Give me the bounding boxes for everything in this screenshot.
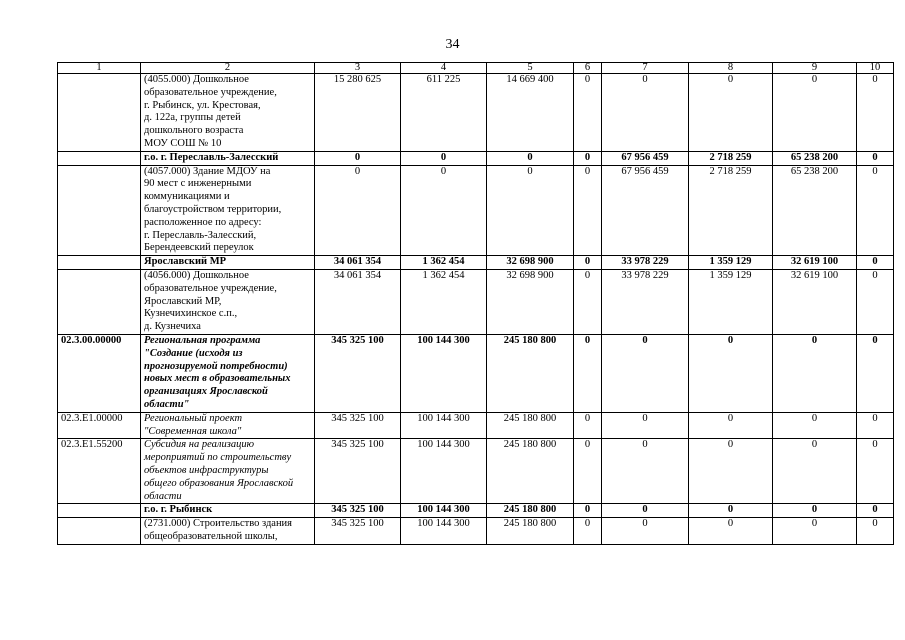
column-number: 4 bbox=[401, 63, 487, 74]
amount-col9: 0 bbox=[773, 412, 857, 439]
amount-col7: 0 bbox=[602, 74, 689, 152]
amount-col4: 0 bbox=[401, 151, 487, 165]
amount-col5: 245 180 800 bbox=[487, 439, 574, 504]
column-number: 7 bbox=[602, 63, 689, 74]
amount-col10: 0 bbox=[857, 269, 894, 334]
row-name: Региональный проект "Современная школа" bbox=[141, 412, 315, 439]
amount-col7: 33 978 229 bbox=[602, 269, 689, 334]
amount-col9: 32 619 100 bbox=[773, 256, 857, 270]
amount-col4: 611 225 bbox=[401, 74, 487, 152]
table-row bbox=[58, 74, 894, 152]
table-row bbox=[58, 518, 894, 545]
row-name: Ярославский МР bbox=[141, 256, 315, 270]
amount-col7: 67 956 459 bbox=[602, 151, 689, 165]
table-row bbox=[58, 165, 894, 256]
amount-col9: 65 238 200 bbox=[773, 165, 857, 256]
amount-col6: 0 bbox=[574, 74, 602, 152]
amount-col6: 0 bbox=[574, 412, 602, 439]
amount-col6: 0 bbox=[574, 165, 602, 256]
amount-col4: 100 144 300 bbox=[401, 504, 487, 518]
amount-col8: 0 bbox=[689, 334, 773, 412]
amount-col9: 0 bbox=[773, 74, 857, 152]
column-number: 6 bbox=[574, 63, 602, 74]
row-code bbox=[58, 269, 141, 334]
amount-total: 15 280 625 bbox=[315, 74, 401, 152]
amount-col8: 0 bbox=[689, 439, 773, 504]
amount-col10: 0 bbox=[857, 256, 894, 270]
amount-col10: 0 bbox=[857, 74, 894, 152]
amount-col10: 0 bbox=[857, 439, 894, 504]
row-name: г.о. г. Рыбинск bbox=[141, 504, 315, 518]
amount-col5: 245 180 800 bbox=[487, 518, 574, 545]
amount-col6: 0 bbox=[574, 269, 602, 334]
amount-col5: 245 180 800 bbox=[487, 412, 574, 439]
column-number: 5 bbox=[487, 63, 574, 74]
amount-total: 345 325 100 bbox=[315, 334, 401, 412]
amount-col10: 0 bbox=[857, 504, 894, 518]
column-number: 2 bbox=[141, 63, 315, 74]
amount-col10: 0 bbox=[857, 412, 894, 439]
amount-col8: 0 bbox=[689, 518, 773, 545]
row-name: (4057.000) Здание МДОУ на 90 мест с инженерными коммуникациями и благоустройством территории, расположенное по адресу: г. Переславль-Залесский, Берендеевский переулок bbox=[141, 165, 315, 256]
amount-col7: 0 bbox=[602, 439, 689, 504]
amount-col4: 0 bbox=[401, 165, 487, 256]
row-code bbox=[58, 256, 141, 270]
amount-col5: 245 180 800 bbox=[487, 504, 574, 518]
amount-total: 0 bbox=[315, 151, 401, 165]
amount-col5: 0 bbox=[487, 165, 574, 256]
table-row bbox=[58, 151, 894, 165]
amount-col7: 33 978 229 bbox=[602, 256, 689, 270]
amount-col10: 0 bbox=[857, 165, 894, 256]
amount-total: 34 061 354 bbox=[315, 256, 401, 270]
table-row bbox=[58, 412, 894, 439]
column-number: 3 bbox=[315, 63, 401, 74]
amount-col9: 32 619 100 bbox=[773, 269, 857, 334]
row-code: 02.3.E1.55200 bbox=[58, 439, 141, 504]
amount-col7: 0 bbox=[602, 412, 689, 439]
amount-col7: 0 bbox=[602, 518, 689, 545]
amount-col4: 100 144 300 bbox=[401, 412, 487, 439]
amount-col8: 2 718 259 bbox=[689, 151, 773, 165]
row-code bbox=[58, 74, 141, 152]
amount-total: 345 325 100 bbox=[315, 504, 401, 518]
row-name: Региональная программа "Создание (исходя из прогнозируемой потребности) новых мест в образовательных организациях Ярославской области" bbox=[141, 334, 315, 412]
amount-col9: 0 bbox=[773, 439, 857, 504]
row-name: (4056.000) Дошкольное образовательное учреждение, Ярославский МР, Кузнечихинское с.п., д. Кузнечиха bbox=[141, 269, 315, 334]
amount-total: 345 325 100 bbox=[315, 412, 401, 439]
column-number: 9 bbox=[773, 63, 857, 74]
amount-total: 345 325 100 bbox=[315, 518, 401, 545]
amount-col4: 1 362 454 bbox=[401, 269, 487, 334]
amount-col9: 0 bbox=[773, 518, 857, 545]
amount-total: 0 bbox=[315, 165, 401, 256]
amount-col4: 100 144 300 bbox=[401, 518, 487, 545]
amount-col9: 0 bbox=[773, 504, 857, 518]
table-row bbox=[58, 504, 894, 518]
column-number: 8 bbox=[689, 63, 773, 74]
amount-col9: 0 bbox=[773, 334, 857, 412]
amount-col8: 0 bbox=[689, 504, 773, 518]
row-code: 02.3.E1.00000 bbox=[58, 412, 141, 439]
amount-col4: 100 144 300 bbox=[401, 439, 487, 504]
row-code bbox=[58, 151, 141, 165]
amount-col6: 0 bbox=[574, 334, 602, 412]
column-number-row bbox=[58, 63, 894, 74]
amount-col5: 32 698 900 bbox=[487, 256, 574, 270]
amount-col6: 0 bbox=[574, 518, 602, 545]
table-row bbox=[58, 439, 894, 504]
column-number: 10 bbox=[857, 63, 894, 74]
amount-col6: 0 bbox=[574, 504, 602, 518]
table-row bbox=[58, 334, 894, 412]
row-code bbox=[58, 165, 141, 256]
amount-col10: 0 bbox=[857, 518, 894, 545]
amount-col6: 0 bbox=[574, 256, 602, 270]
row-name: Субсидия на реализацию мероприятий по строительству объектов инфраструктуры общего образования Ярославской области bbox=[141, 439, 315, 504]
amount-col6: 0 bbox=[574, 151, 602, 165]
amount-col5: 14 669 400 bbox=[487, 74, 574, 152]
amount-col9: 65 238 200 bbox=[773, 151, 857, 165]
page-number: 34 bbox=[445, 37, 460, 52]
row-name: г.о. г. Переславль-Залесский bbox=[141, 151, 315, 165]
row-name: (4055.000) Дошкольное образовательное учреждение, г. Рыбинск, ул. Крестовая, д. 122а, группы детей дошкольного возраста МОУ СОШ № 10 bbox=[141, 74, 315, 152]
row-code: 02.3.00.00000 bbox=[58, 334, 141, 412]
amount-col5: 32 698 900 bbox=[487, 269, 574, 334]
amount-col7: 0 bbox=[602, 504, 689, 518]
row-code bbox=[58, 504, 141, 518]
row-name: (2731.000) Строительство здания общеобразовательной школы, bbox=[141, 518, 315, 545]
amount-col7: 0 bbox=[602, 334, 689, 412]
amount-col6: 0 bbox=[574, 439, 602, 504]
amount-col10: 0 bbox=[857, 151, 894, 165]
amount-col5: 245 180 800 bbox=[487, 334, 574, 412]
amount-col10: 0 bbox=[857, 334, 894, 412]
row-code bbox=[58, 518, 141, 545]
amount-total: 345 325 100 bbox=[315, 439, 401, 504]
amount-col5: 0 bbox=[487, 151, 574, 165]
amount-col4: 1 362 454 bbox=[401, 256, 487, 270]
column-number: 1 bbox=[58, 63, 141, 74]
amount-col8: 2 718 259 bbox=[689, 165, 773, 256]
amount-col8: 1 359 129 bbox=[689, 256, 773, 270]
amount-col8: 1 359 129 bbox=[689, 269, 773, 334]
table-row bbox=[58, 256, 894, 270]
budget-table bbox=[57, 62, 894, 545]
table-row bbox=[58, 269, 894, 334]
amount-col8: 0 bbox=[689, 412, 773, 439]
amount-total: 34 061 354 bbox=[315, 269, 401, 334]
amount-col7: 67 956 459 bbox=[602, 165, 689, 256]
amount-col8: 0 bbox=[689, 74, 773, 152]
amount-col4: 100 144 300 bbox=[401, 334, 487, 412]
